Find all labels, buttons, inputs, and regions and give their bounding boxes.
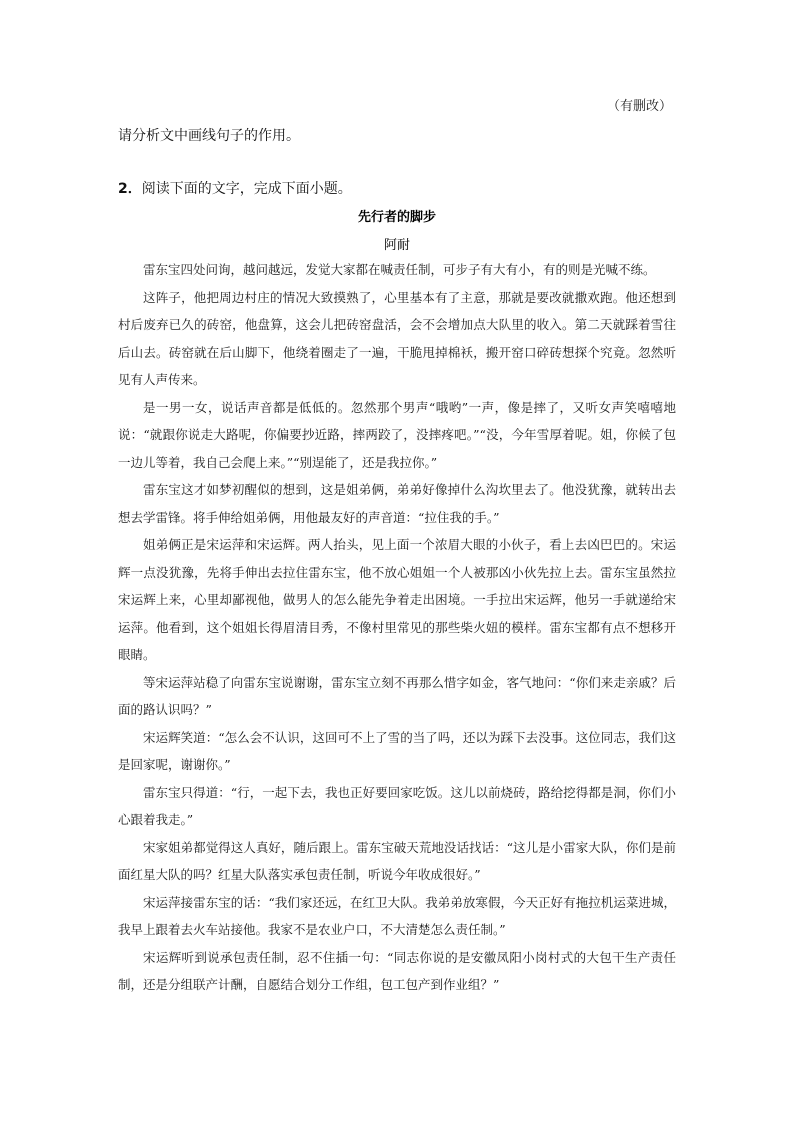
story-paragraph: 宋运萍接雷东宝的话：“我们家还远，在红卫大队。我弟弟放寒假，今天正好有拖拉机运菜进城，我早上跟着去火车站接他。我家不是农业户口，不大清楚怎么责任制。” xyxy=(118,894,676,937)
story-paragraph: 雷东宝这才如梦初醒似的想到，这是姐弟俩，弟弟好像掉什么沟坎里去了。他没犹豫，就转出去想去学雷锋。将手伸给姐弟俩，用他最友好的声音道：“拉住我的手。” xyxy=(118,482,676,525)
story-paragraph: 雷东宝只得道：“行，一起下去，我也正好要回家吃饭。这儿以前烧砖，路给挖得都是洞，你们小心跟着我走。” xyxy=(118,784,676,827)
story-author: 阿耐 xyxy=(383,238,410,253)
question-number: 2． xyxy=(118,181,142,197)
question-instruction: 阅读下面的文字，完成下面小题。 xyxy=(141,181,352,197)
story-paragraph: 等宋运萍站稳了向雷东宝说谢谢，雷东宝立刻不再那么惜字如金，客气地问：“你们来走亲戚？后面的路认识吗？” xyxy=(118,674,676,717)
story-body xyxy=(118,256,676,999)
revision-note: （有删改） xyxy=(606,99,672,114)
story-title: 先行者的脚步 xyxy=(357,210,436,225)
story-paragraph: 宋运辉笑道：“怎么会不认识，这回可不上了雪的当了吗，还以为踩下去没事。这位同志，我们这是回家呢，谢谢你。” xyxy=(118,729,676,772)
question-prompt: 请分析文中画线句子的作用。 xyxy=(118,128,300,144)
story-paragraph: 是一男一女，说话声音都是低低的。忽然那个男声“哦哟”一声，像是摔了，又听女声笑嘻嘻地说：“就跟你说走大路呢，你偏要抄近路，摔两跤了，没摔疼吧。”“没，今年雪厚着呢。姐，你候了包一边儿等着，我自己会爬上来。”“别逞能了，还是我拉你。” xyxy=(118,399,676,470)
story-paragraph: 宋家姐弟都觉得这人真好，随后跟上。雷东宝破天荒地没话找话：“这儿是小雷家大队，你们是前面红星大队的吗？红星大队落实承包责任制，听说今年收成很好。” xyxy=(118,839,676,882)
story-paragraph: 宋运辉听到说承包责任制，忍不住插一句：“同志你说的是安徽凤阳小岗村式的大包干生产责任制，还是分组联产计酬，自愿结合划分工作组，包工包产到作业组？” xyxy=(118,949,676,992)
story-paragraph: 这阵子，他把周边村庄的情况大致摸熟了，心里基本有了主意，那就是要改就撒欢跑。他还想到村后废弃已久的砖窑，他盘算，这会儿把砖窑盘活，会不会增加点大队里的收入。第二天就踩着雪往后山去。砖窑就在后山脚下，他绕着圈走了一遍，干脆甩掉棉袄，搬开窑口碎砖想探个究竟。忽然听见有人声传来。 xyxy=(118,289,676,387)
story-paragraph: 雷东宝四处问询，越问越远，发觉大家都在喊责任制，可步子有大有小，有的则是光喊不练。 xyxy=(143,262,656,277)
question-heading xyxy=(118,178,352,198)
story-paragraph: 姐弟俩正是宋运萍和宋运辉。两人抬头，见上面一个浓眉大眼的小伙子，看上去凶巴巴的。宋运辉一点没犹豫，先将手伸出去拉住雷东宝，他不放心姐姐一个人被那凶小伙先拉上去。雷东宝虽然拉宋运辉上来，心里却鄙视他，做男人的怎么能先争着走出困境。一手拉出宋运辉，他另一手就递给宋运萍。他看到，这个姐姐长得眉清目秀，不像村里常见的那些柴火妞的模样。雷东宝都有点不想移开眼睛。 xyxy=(118,537,676,662)
